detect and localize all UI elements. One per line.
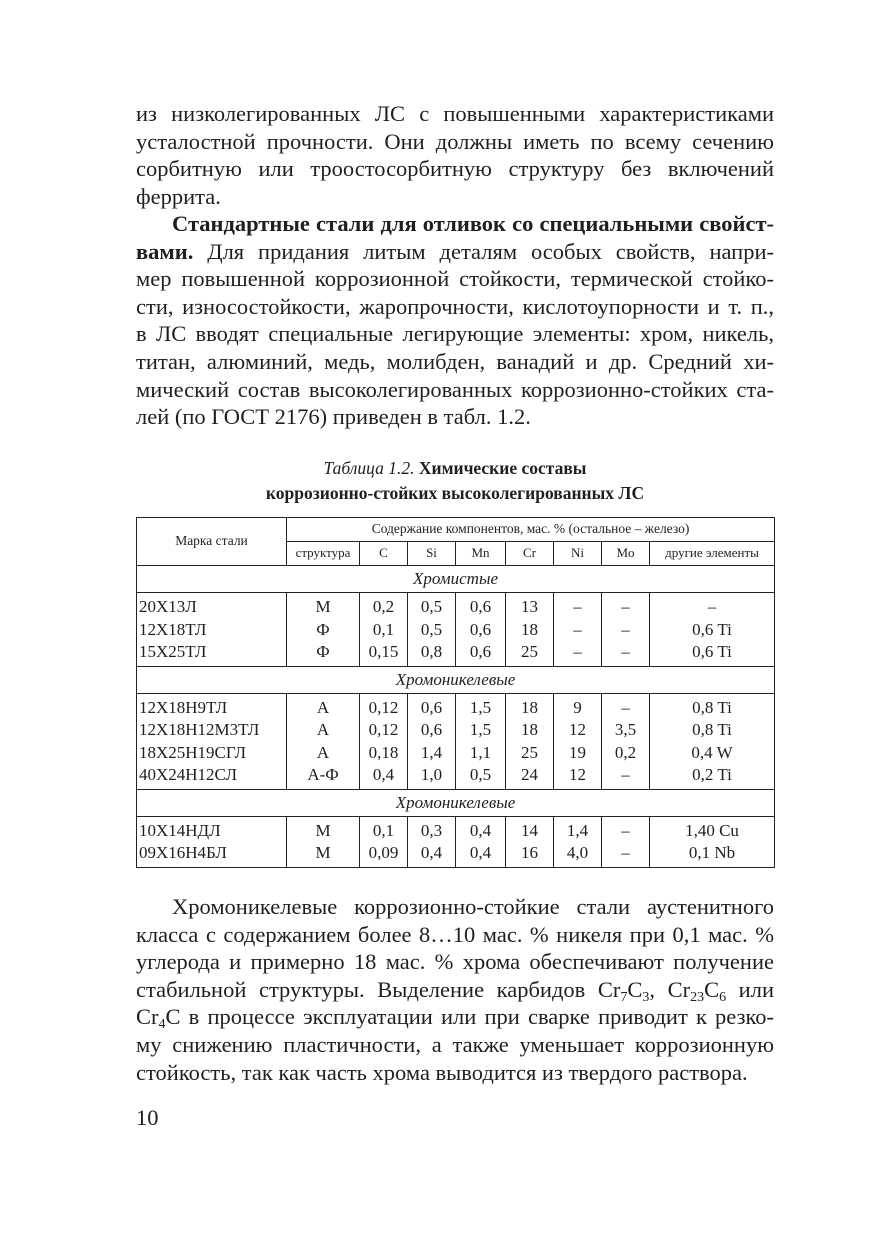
- cell: –: [650, 593, 775, 619]
- cell: М: [287, 842, 360, 867]
- cell: 19: [554, 742, 602, 765]
- page-number: 10: [136, 1105, 159, 1130]
- cell-grade: 18Х25Н19СГЛ: [137, 742, 287, 765]
- paragraph-chromium-nickel: [136, 893, 774, 1086]
- cell: –: [602, 842, 650, 867]
- table-row: [137, 693, 775, 719]
- cell: 18: [506, 619, 554, 642]
- cell: А: [287, 693, 360, 719]
- cell: 18: [506, 693, 554, 719]
- text-line: мер повышенной коррозионной стойкости, термической стойко-: [136, 266, 774, 292]
- header-mn: Mn: [456, 542, 506, 566]
- header-structure: структура: [287, 542, 360, 566]
- cell: 14: [506, 816, 554, 842]
- cell: 12: [554, 719, 602, 742]
- cell: 1,40 Cu: [650, 816, 775, 842]
- cell: Ф: [287, 641, 360, 666]
- cell: –: [602, 619, 650, 642]
- cell: А-Ф: [287, 764, 360, 789]
- cell: 0,6: [408, 693, 456, 719]
- cell: 0,5: [408, 593, 456, 619]
- bold-heading-tail: вами.: [136, 238, 194, 264]
- header-content: Содержание компонентов, мас. % (остальное – железо): [287, 518, 775, 542]
- bold-heading: Стандартные стали для отливок со специальными свойст-: [172, 211, 774, 236]
- text-line: $Cr_4C$ в процессе эксплуатации или при сварке приводит к резко-: [136, 1004, 774, 1033]
- text-line: сти, износостойкости, жаропрочности, кислотоупорности и т. п.,: [136, 293, 774, 319]
- text-line: лей (по ГОСТ 2176) приведен в табл. 1.2.: [136, 404, 531, 430]
- table-row: [137, 719, 775, 742]
- text-line: сорбитную или троостосорбитную структуру без включений: [136, 156, 774, 182]
- group-title: Хромоникелевые: [137, 666, 775, 693]
- table-row: [137, 764, 775, 789]
- cell: 0,4: [408, 842, 456, 867]
- cell: 0,4: [456, 816, 506, 842]
- cell: М: [287, 593, 360, 619]
- cell: Ф: [287, 619, 360, 642]
- cell: 1,1: [456, 742, 506, 765]
- cell: 0,4 W: [650, 742, 775, 765]
- cell: 0,12: [360, 693, 408, 719]
- cell: 0,6: [456, 619, 506, 642]
- cell: 0,6: [408, 719, 456, 742]
- cell: 0,4: [456, 842, 506, 867]
- cell: –: [602, 816, 650, 842]
- cell: 1,5: [456, 719, 506, 742]
- cell: 25: [506, 641, 554, 666]
- text-line: мический состав высоколегированных коррозионно-стойких ста-: [136, 376, 774, 402]
- cell-grade: 12Х18Н12М3ТЛ: [137, 719, 287, 742]
- cell: 0,1: [360, 619, 408, 642]
- cell: 0,8 Ti: [650, 693, 775, 719]
- table-title: Химические составы: [418, 458, 587, 478]
- cell: 24: [506, 764, 554, 789]
- cell: 0,3: [408, 816, 456, 842]
- cell-grade: 40Х24Н12СЛ: [137, 764, 287, 789]
- text-line: стабильной структуры. Выделение карбидов $Cr_7C_3$, $Cr_{23}C_6$ или: [136, 976, 774, 1005]
- cell: –: [554, 641, 602, 666]
- cell: –: [554, 593, 602, 619]
- cell-grade: 20Х13Л: [137, 593, 287, 619]
- cell: 12: [554, 764, 602, 789]
- cell: А: [287, 742, 360, 765]
- paragraph-intro: [136, 100, 774, 210]
- header-other: другие элементы: [650, 542, 775, 566]
- cell: –: [602, 693, 650, 719]
- text-line: вами. Для придания литым деталям особых свойств, напри-: [136, 238, 774, 264]
- cell: 0,6: [456, 593, 506, 619]
- group-row: [137, 789, 775, 816]
- text-line: класса с содержанием более 8…10 мас. % никеля при 0,1 мас. %: [136, 921, 774, 947]
- text-line: стойкость, так как часть хрома выводится из твердого раствора.: [136, 1059, 748, 1085]
- cell: 13: [506, 593, 554, 619]
- cell: 0,2: [360, 593, 408, 619]
- cell: 0,12: [360, 719, 408, 742]
- group-title: Хромоникелевые: [137, 789, 775, 816]
- text-line: му снижению пластичности, а также уменьшает коррозионную: [136, 1031, 774, 1057]
- cell: М: [287, 816, 360, 842]
- cell-grade: 10Х14НДЛ: [137, 816, 287, 842]
- header-si: Si: [408, 542, 456, 566]
- text-line: феррита.: [136, 183, 221, 209]
- group-title: Хромистые: [137, 566, 775, 593]
- cell: 25: [506, 742, 554, 765]
- cell: 0,09: [360, 842, 408, 867]
- header-mo: Mo: [602, 542, 650, 566]
- table-caption: [136, 456, 774, 506]
- table-row: [137, 816, 775, 842]
- cell: 0,8: [408, 641, 456, 666]
- cell: 4,0: [554, 842, 602, 867]
- table-row: [137, 619, 775, 642]
- header-ni: Ni: [554, 542, 602, 566]
- cell-grade: 12Х18Н9ТЛ: [137, 693, 287, 719]
- text-line: в ЛС вводят специальные легирующие элементы: хром, никель,: [136, 321, 774, 347]
- cell: 0,18: [360, 742, 408, 765]
- cell: 1,0: [408, 764, 456, 789]
- header-grade: Марка стали: [137, 518, 287, 566]
- cell: 1,4: [554, 816, 602, 842]
- cell: 0,15: [360, 641, 408, 666]
- cell: 0,2: [602, 742, 650, 765]
- cell: 1,4: [408, 742, 456, 765]
- text-line: Хромоникелевые коррозионно-стойкие стали аустенитного: [172, 894, 774, 919]
- group-row: [137, 666, 775, 693]
- cell: 0,6: [456, 641, 506, 666]
- cell-grade: 12Х18ТЛ: [137, 619, 287, 642]
- cell: 0,1 Nb: [650, 842, 775, 867]
- cell: –: [602, 641, 650, 666]
- table-row: [137, 641, 775, 666]
- table-row: [137, 593, 775, 619]
- cell: 0,6 Ti: [650, 641, 775, 666]
- cell: 0,1: [360, 816, 408, 842]
- cell: 0,2 Ti: [650, 764, 775, 789]
- text-line: углерода и примерно 18 мас. % хрома обеспечивают получение: [136, 949, 774, 975]
- cell: А: [287, 719, 360, 742]
- cell: 0,5: [456, 764, 506, 789]
- table-title-line2: коррозионно-стойких высоколегированных ЛС: [265, 483, 645, 503]
- cell: 9: [554, 693, 602, 719]
- composition-table: [136, 517, 775, 868]
- cell-grade: 15Х25ТЛ: [137, 641, 287, 666]
- cell: 3,5: [602, 719, 650, 742]
- cell: 0,6 Ti: [650, 619, 775, 642]
- cell: 1,5: [456, 693, 506, 719]
- cell: –: [602, 764, 650, 789]
- cell: 16: [506, 842, 554, 867]
- text-line: [136, 210, 774, 238]
- cell: 0,5: [408, 619, 456, 642]
- cell-grade: 09Х16Н4БЛ: [137, 842, 287, 867]
- cell: –: [602, 593, 650, 619]
- table-label: Таблица 1.2.: [323, 458, 415, 478]
- paragraph-special-steels: [136, 210, 774, 431]
- cell: 0,8 Ti: [650, 719, 775, 742]
- cell: –: [554, 619, 602, 642]
- header-c: C: [360, 542, 408, 566]
- cell: 18: [506, 719, 554, 742]
- text-line: из низколегированных ЛС с повышенными характеристиками: [136, 101, 774, 126]
- text-line: титан, алюминий, медь, молибден, ванадий и др. Средний хи-: [136, 348, 774, 374]
- table-row: [137, 842, 775, 867]
- table-row: [137, 742, 775, 765]
- group-row: [137, 566, 775, 593]
- header-cr: Cr: [506, 542, 554, 566]
- cell: 0,4: [360, 764, 408, 789]
- text-line: усталостной прочности. Они должны иметь по всему сечению: [136, 128, 774, 154]
